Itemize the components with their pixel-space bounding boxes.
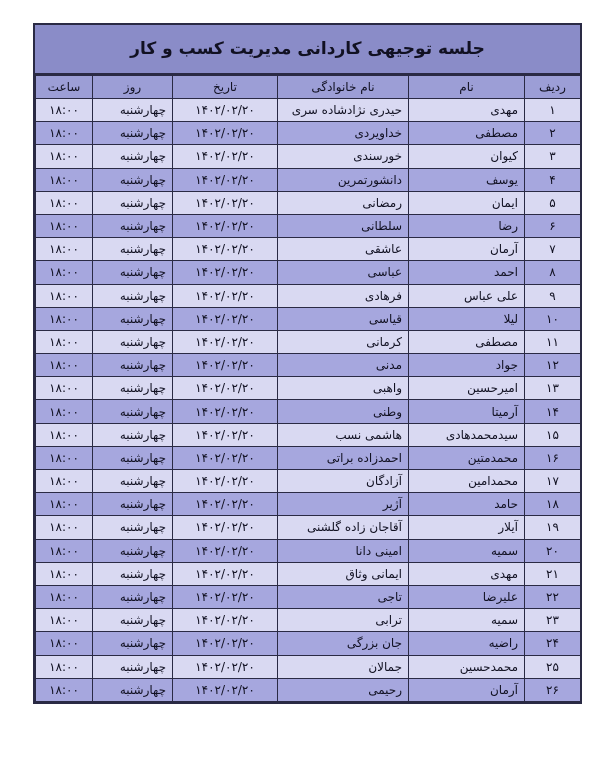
cell-time: ۱۸:۰۰ xyxy=(36,330,93,353)
cell-name: ایمان xyxy=(409,191,525,214)
cell-day: چهارشنبه xyxy=(93,191,173,214)
cell-name: رضا xyxy=(409,214,525,237)
cell-row-number: ۷ xyxy=(525,238,581,261)
cell-family: مدنی xyxy=(278,354,409,377)
cell-date: ۱۴۰۲/۰۲/۲۰ xyxy=(173,214,278,237)
cell-day: چهارشنبه xyxy=(93,655,173,678)
cell-family: خداویردی xyxy=(278,122,409,145)
cell-row-number: ۲۵ xyxy=(525,655,581,678)
table-row xyxy=(36,330,581,353)
cell-date: ۱۴۰۲/۰۲/۲۰ xyxy=(173,493,278,516)
table-row xyxy=(36,516,581,539)
cell-name: مهدی xyxy=(409,562,525,585)
cell-date: ۱۴۰۲/۰۲/۲۰ xyxy=(173,632,278,655)
cell-date: ۱۴۰۲/۰۲/۲۰ xyxy=(173,261,278,284)
cell-day: چهارشنبه xyxy=(93,609,173,632)
cell-family: آقاجان زاده گلشنی xyxy=(278,516,409,539)
cell-day: چهارشنبه xyxy=(93,377,173,400)
table-row xyxy=(36,470,581,493)
cell-date: ۱۴۰۲/۰۲/۲۰ xyxy=(173,354,278,377)
cell-row-number: ۲۱ xyxy=(525,562,581,585)
cell-day: چهارشنبه xyxy=(93,214,173,237)
cell-family: قیاسی xyxy=(278,307,409,330)
cell-name: محمدمتین xyxy=(409,446,525,469)
table-row xyxy=(36,238,581,261)
cell-date: ۱۴۰۲/۰۲/۲۰ xyxy=(173,562,278,585)
cell-name: محمدامین xyxy=(409,470,525,493)
cell-date: ۱۴۰۲/۰۲/۲۰ xyxy=(173,377,278,400)
table-body xyxy=(36,99,581,702)
cell-date: ۱۴۰۲/۰۲/۲۰ xyxy=(173,284,278,307)
cell-family: خورسندی xyxy=(278,145,409,168)
cell-day: چهارشنبه xyxy=(93,423,173,446)
cell-date: ۱۴۰۲/۰۲/۲۰ xyxy=(173,191,278,214)
table-row xyxy=(36,284,581,307)
cell-day: چهارشنبه xyxy=(93,400,173,423)
cell-time: ۱۸:۰۰ xyxy=(36,446,93,469)
table-row xyxy=(36,168,581,191)
cell-family: فرهادی xyxy=(278,284,409,307)
table-row xyxy=(36,562,581,585)
cell-row-number: ۱۱ xyxy=(525,330,581,353)
cell-time: ۱۸:۰۰ xyxy=(36,191,93,214)
cell-day: چهارشنبه xyxy=(93,493,173,516)
cell-name: آیلار xyxy=(409,516,525,539)
cell-family: ایمانی وثاق xyxy=(278,562,409,585)
cell-time: ۱۸:۰۰ xyxy=(36,400,93,423)
cell-name: جواد xyxy=(409,354,525,377)
cell-time: ۱۸:۰۰ xyxy=(36,354,93,377)
cell-family: وطنی xyxy=(278,400,409,423)
cell-time: ۱۸:۰۰ xyxy=(36,238,93,261)
cell-row-number: ۹ xyxy=(525,284,581,307)
cell-date: ۱۴۰۲/۰۲/۲۰ xyxy=(173,516,278,539)
schedule-table xyxy=(35,75,581,702)
cell-day: چهارشنبه xyxy=(93,539,173,562)
table-row xyxy=(36,585,581,608)
table-row xyxy=(36,307,581,330)
table-header xyxy=(36,76,581,99)
table-row xyxy=(36,632,581,655)
cell-date: ۱۴۰۲/۰۲/۲۰ xyxy=(173,446,278,469)
cell-row-number: ۳ xyxy=(525,145,581,168)
cell-row-number: ۱۰ xyxy=(525,307,581,330)
cell-name: علی عباس xyxy=(409,284,525,307)
cell-row-number: ۱۲ xyxy=(525,354,581,377)
cell-day: چهارشنبه xyxy=(93,261,173,284)
cell-day: چهارشنبه xyxy=(93,470,173,493)
cell-row-number: ۱۹ xyxy=(525,516,581,539)
cell-row-number: ۱۸ xyxy=(525,493,581,516)
sheet-title: جلسه توجیهی کاردانی مدیریت کسب و کار xyxy=(35,25,580,75)
table-row xyxy=(36,539,581,562)
cell-name: آرمان xyxy=(409,678,525,701)
cell-family: جان بزرگی xyxy=(278,632,409,655)
cell-row-number: ۱۴ xyxy=(525,400,581,423)
cell-time: ۱۸:۰۰ xyxy=(36,307,93,330)
cell-date: ۱۴۰۲/۰۲/۲۰ xyxy=(173,400,278,423)
cell-time: ۱۸:۰۰ xyxy=(36,284,93,307)
cell-date: ۱۴۰۲/۰۲/۲۰ xyxy=(173,307,278,330)
schedule-sheet xyxy=(33,23,582,704)
cell-name: راضیه xyxy=(409,632,525,655)
cell-name: یوسف xyxy=(409,168,525,191)
cell-name: کیوان xyxy=(409,145,525,168)
cell-family: جمالان xyxy=(278,655,409,678)
table-row xyxy=(36,609,581,632)
cell-time: ۱۸:۰۰ xyxy=(36,145,93,168)
cell-date: ۱۴۰۲/۰۲/۲۰ xyxy=(173,330,278,353)
table-row xyxy=(36,122,581,145)
cell-row-number: ۱۵ xyxy=(525,423,581,446)
cell-name: علیرضا xyxy=(409,585,525,608)
cell-row-number: ۲۳ xyxy=(525,609,581,632)
cell-name: محمدحسین xyxy=(409,655,525,678)
cell-day: چهارشنبه xyxy=(93,284,173,307)
cell-family: تاجی xyxy=(278,585,409,608)
cell-name: آرمان xyxy=(409,238,525,261)
cell-day: چهارشنبه xyxy=(93,122,173,145)
cell-name: امیرحسین xyxy=(409,377,525,400)
cell-day: چهارشنبه xyxy=(93,330,173,353)
header-row-number: ردیف xyxy=(525,76,581,99)
cell-time: ۱۸:۰۰ xyxy=(36,562,93,585)
cell-time: ۱۸:۰۰ xyxy=(36,214,93,237)
cell-time: ۱۸:۰۰ xyxy=(36,678,93,701)
cell-row-number: ۲۲ xyxy=(525,585,581,608)
cell-family: عاشقی xyxy=(278,238,409,261)
cell-date: ۱۴۰۲/۰۲/۲۰ xyxy=(173,585,278,608)
table-row xyxy=(36,377,581,400)
cell-row-number: ۲ xyxy=(525,122,581,145)
cell-day: چهارشنبه xyxy=(93,562,173,585)
cell-name: احمد xyxy=(409,261,525,284)
cell-row-number: ۲۴ xyxy=(525,632,581,655)
header-day: روز xyxy=(93,76,173,99)
cell-time: ۱۸:۰۰ xyxy=(36,168,93,191)
cell-day: چهارشنبه xyxy=(93,632,173,655)
cell-family: رمضانی xyxy=(278,191,409,214)
cell-time: ۱۸:۰۰ xyxy=(36,493,93,516)
cell-day: چهارشنبه xyxy=(93,168,173,191)
cell-row-number: ۱۳ xyxy=(525,377,581,400)
header-family: نام خانوادگی xyxy=(278,76,409,99)
cell-name: سیدمحمدهادی xyxy=(409,423,525,446)
cell-day: چهارشنبه xyxy=(93,145,173,168)
cell-row-number: ۲۰ xyxy=(525,539,581,562)
cell-date: ۱۴۰۲/۰۲/۲۰ xyxy=(173,423,278,446)
cell-family: واهبی xyxy=(278,377,409,400)
table-row xyxy=(36,354,581,377)
cell-day: چهارشنبه xyxy=(93,446,173,469)
cell-time: ۱۸:۰۰ xyxy=(36,516,93,539)
cell-time: ۱۸:۰۰ xyxy=(36,423,93,446)
cell-day: چهارشنبه xyxy=(93,238,173,261)
cell-family: هاشمی نسب xyxy=(278,423,409,446)
cell-date: ۱۴۰۲/۰۲/۲۰ xyxy=(173,168,278,191)
cell-family: آزادگان xyxy=(278,470,409,493)
cell-time: ۱۸:۰۰ xyxy=(36,261,93,284)
cell-time: ۱۸:۰۰ xyxy=(36,539,93,562)
cell-day: چهارشنبه xyxy=(93,585,173,608)
cell-date: ۱۴۰۲/۰۲/۲۰ xyxy=(173,655,278,678)
cell-time: ۱۸:۰۰ xyxy=(36,122,93,145)
cell-row-number: ۱ xyxy=(525,99,581,122)
cell-date: ۱۴۰۲/۰۲/۲۰ xyxy=(173,539,278,562)
table-row xyxy=(36,99,581,122)
cell-day: چهارشنبه xyxy=(93,516,173,539)
cell-family: احمدزاده براتی xyxy=(278,446,409,469)
table-row xyxy=(36,493,581,516)
header-name: نام xyxy=(409,76,525,99)
cell-row-number: ۴ xyxy=(525,168,581,191)
cell-family: رحیمی xyxy=(278,678,409,701)
cell-time: ۱۸:۰۰ xyxy=(36,632,93,655)
cell-day: چهارشنبه xyxy=(93,354,173,377)
cell-family: عباسی xyxy=(278,261,409,284)
cell-date: ۱۴۰۲/۰۲/۲۰ xyxy=(173,99,278,122)
header-row xyxy=(36,76,581,99)
cell-row-number: ۶ xyxy=(525,214,581,237)
table-row xyxy=(36,400,581,423)
cell-name: حامد xyxy=(409,493,525,516)
cell-name: مهدی xyxy=(409,99,525,122)
cell-date: ۱۴۰۲/۰۲/۲۰ xyxy=(173,238,278,261)
table-row xyxy=(36,145,581,168)
cell-day: چهارشنبه xyxy=(93,678,173,701)
table-row xyxy=(36,423,581,446)
cell-time: ۱۸:۰۰ xyxy=(36,585,93,608)
table-row xyxy=(36,655,581,678)
cell-date: ۱۴۰۲/۰۲/۲۰ xyxy=(173,609,278,632)
cell-family: کرمانی xyxy=(278,330,409,353)
cell-name: مصطفی xyxy=(409,122,525,145)
cell-family: ترابی xyxy=(278,609,409,632)
cell-row-number: ۲۶ xyxy=(525,678,581,701)
cell-name: لیلا xyxy=(409,307,525,330)
table-row xyxy=(36,191,581,214)
cell-time: ۱۸:۰۰ xyxy=(36,609,93,632)
table-row xyxy=(36,678,581,701)
cell-name: آرمیتا xyxy=(409,400,525,423)
cell-row-number: ۵ xyxy=(525,191,581,214)
cell-row-number: ۱۷ xyxy=(525,470,581,493)
header-time: ساعت xyxy=(36,76,93,99)
cell-family: حیدری نژادشاده سری xyxy=(278,99,409,122)
cell-name: مصطفی xyxy=(409,330,525,353)
cell-family: امینی دانا xyxy=(278,539,409,562)
cell-family: دانشورتمرین xyxy=(278,168,409,191)
cell-name: سمیه xyxy=(409,539,525,562)
cell-date: ۱۴۰۲/۰۲/۲۰ xyxy=(173,122,278,145)
cell-time: ۱۸:۰۰ xyxy=(36,470,93,493)
cell-date: ۱۴۰۲/۰۲/۲۰ xyxy=(173,470,278,493)
cell-time: ۱۸:۰۰ xyxy=(36,655,93,678)
cell-time: ۱۸:۰۰ xyxy=(36,99,93,122)
cell-row-number: ۱۶ xyxy=(525,446,581,469)
cell-day: چهارشنبه xyxy=(93,307,173,330)
header-date: تاریخ xyxy=(173,76,278,99)
cell-date: ۱۴۰۲/۰۲/۲۰ xyxy=(173,678,278,701)
cell-date: ۱۴۰۲/۰۲/۲۰ xyxy=(173,145,278,168)
cell-family: سلطانی xyxy=(278,214,409,237)
cell-row-number: ۸ xyxy=(525,261,581,284)
cell-day: چهارشنبه xyxy=(93,99,173,122)
cell-name: سمیه xyxy=(409,609,525,632)
table-row xyxy=(36,214,581,237)
cell-time: ۱۸:۰۰ xyxy=(36,377,93,400)
cell-family: آژیر xyxy=(278,493,409,516)
table-row xyxy=(36,261,581,284)
table-row xyxy=(36,446,581,469)
